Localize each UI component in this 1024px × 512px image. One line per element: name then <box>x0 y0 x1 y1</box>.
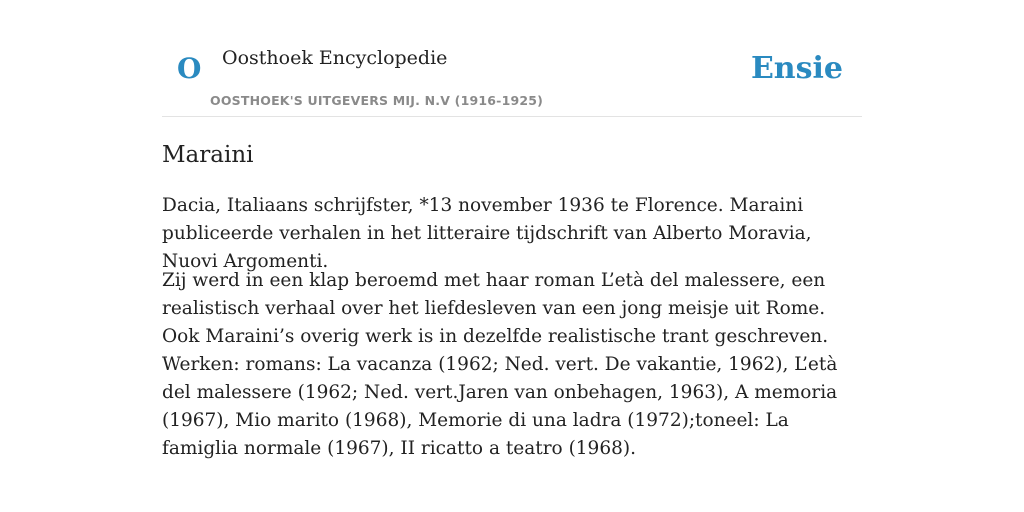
site-logo-icon[interactable]: O <box>177 52 202 85</box>
article-paragraph: Zij werd in een klap beroemd met haar roman L’età del malessere, een realistisch verhaal over het liefdesleven van een jong meisje uit Rome. Ook Maraini’s overig werk is in dezelfde realistische trant geschreven. Werken: romans: La vacanza (1962; Ned. vert. De vakantie, 1962), L’età del malessere (1962; Ned. vert.Jaren van onbehagen, 1963), A memoria (1967), Mio marito (1968), Memorie di una ladra (1972);toneel: La famiglia normale (1967), II ricatto a teatro (1968). <box>162 270 838 459</box>
article-title: Maraini <box>162 142 254 168</box>
site-title[interactable]: Oosthoek Encyclopedie <box>222 47 448 69</box>
publisher-label: OOSTHOEK'S UITGEVERS MIJ. N.V (1916-1925) <box>210 93 544 108</box>
site-header <box>162 0 862 117</box>
page <box>162 0 862 459</box>
ensie-brand-link[interactable]: Ensie <box>750 51 843 86</box>
article-paragraph: Dacia, Italiaans schrijfster, *13 november 1936 te Florence. Maraini publiceerde verhalen in het litteraire tijdschrift van Alberto Moravia, Nuovi Argomenti. <box>162 195 812 272</box>
